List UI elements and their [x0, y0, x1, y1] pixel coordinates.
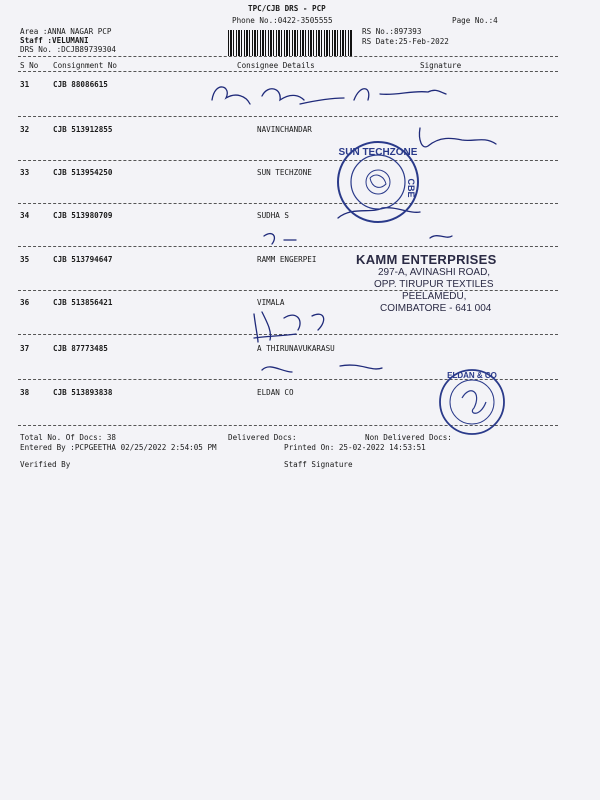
- row-consignee: SUN TECHZONE: [257, 168, 312, 177]
- row-consignment: CJB 513794647: [53, 255, 113, 264]
- row-consignee: VIMALA: [257, 298, 285, 307]
- eldan-stamp: [440, 370, 504, 434]
- entered-by: Entered By :PCPGEETHA 02/25/2022 2:54:05 PM: [20, 443, 217, 452]
- row-consignment: CJB 87773485: [53, 344, 108, 353]
- kamm-stamp-line3: PEELAMEDU,: [402, 291, 467, 302]
- kamm-stamp-line2: OPP. TIRUPUR TEXTILES: [374, 279, 494, 290]
- page-number: Page No.:4: [452, 16, 498, 25]
- row-consignee: RAMM ENGERPEI: [257, 255, 317, 264]
- row-consignee: NAVINCHANDAR: [257, 125, 312, 134]
- kamm-stamp-name: KAMM ENTERPRISES: [356, 252, 497, 267]
- col-consignee: Consignee Details: [237, 61, 315, 70]
- row-consignment: CJB 88086615: [53, 80, 108, 89]
- signature-row-32: [419, 128, 496, 147]
- row-consignment: CJB 513954250: [53, 168, 113, 177]
- delivered-docs: Delivered Docs:: [228, 433, 297, 442]
- signature-row-31: [212, 87, 446, 104]
- row-consignment: CJB 513980709: [53, 211, 113, 220]
- row-consignee: SUDHA S: [257, 211, 290, 220]
- row-sno: 37: [20, 344, 30, 353]
- col-signature: Signature: [420, 61, 462, 70]
- staff-label: Staff :VELUMANI: [20, 36, 89, 45]
- row-sno: 34: [20, 211, 30, 220]
- row-consignment: CJB 513856421: [53, 298, 113, 307]
- row-sno: 32: [20, 125, 30, 134]
- total-docs: Total No. Of Docs: 38: [20, 433, 117, 442]
- row-sno: 33: [20, 168, 30, 177]
- signature-row-36: [254, 312, 324, 342]
- drs-number: DRS No. :DCJB89739304: [20, 45, 117, 54]
- area-label: Area :ANNA NAGAR PCP: [20, 27, 112, 36]
- printed-on: Printed On: 25-02-2022 14:53:51: [284, 443, 426, 452]
- row-sno: 36: [20, 298, 30, 307]
- col-sno: S No: [20, 61, 39, 70]
- signature-row-37: [262, 365, 382, 372]
- phone-number: Phone No.:0422-3505555: [232, 16, 333, 25]
- eldan-stamp-text: ELDAN & CO: [447, 371, 497, 380]
- row-consignment: CJB 513912855: [53, 125, 113, 134]
- verified-by: Verified By: [20, 460, 71, 469]
- document-title: TPC/CJB DRS - PCP: [248, 4, 326, 13]
- signature-row-34: [264, 208, 452, 244]
- row-sno: 38: [20, 388, 30, 397]
- non-delivered-docs: Non Delivered Docs:: [365, 433, 452, 442]
- kamm-stamp-line1: 297-A, AVINASHI ROAD,: [378, 267, 491, 278]
- kamm-stamp-line4: COIMBATORE - 641 004: [380, 303, 492, 314]
- staff-signature: Staff Signature: [284, 460, 353, 469]
- sun-techzone-stamp-name: SUN TECHZONE: [338, 147, 418, 158]
- rs-number: RS No.:897393: [362, 27, 422, 36]
- sun-techzone-stamp-city: CBE: [406, 178, 416, 198]
- row-sno: 31: [20, 80, 30, 89]
- rs-date: RS Date:25-Feb-2022: [362, 37, 449, 46]
- col-consignment: Consignment No: [53, 61, 118, 70]
- row-consignment: CJB 513893838: [53, 388, 113, 397]
- row-consignee: ELDAN CO: [257, 388, 294, 397]
- row-consignee: A THIRUNAVUKARASU: [257, 344, 335, 353]
- row-sno: 35: [20, 255, 30, 264]
